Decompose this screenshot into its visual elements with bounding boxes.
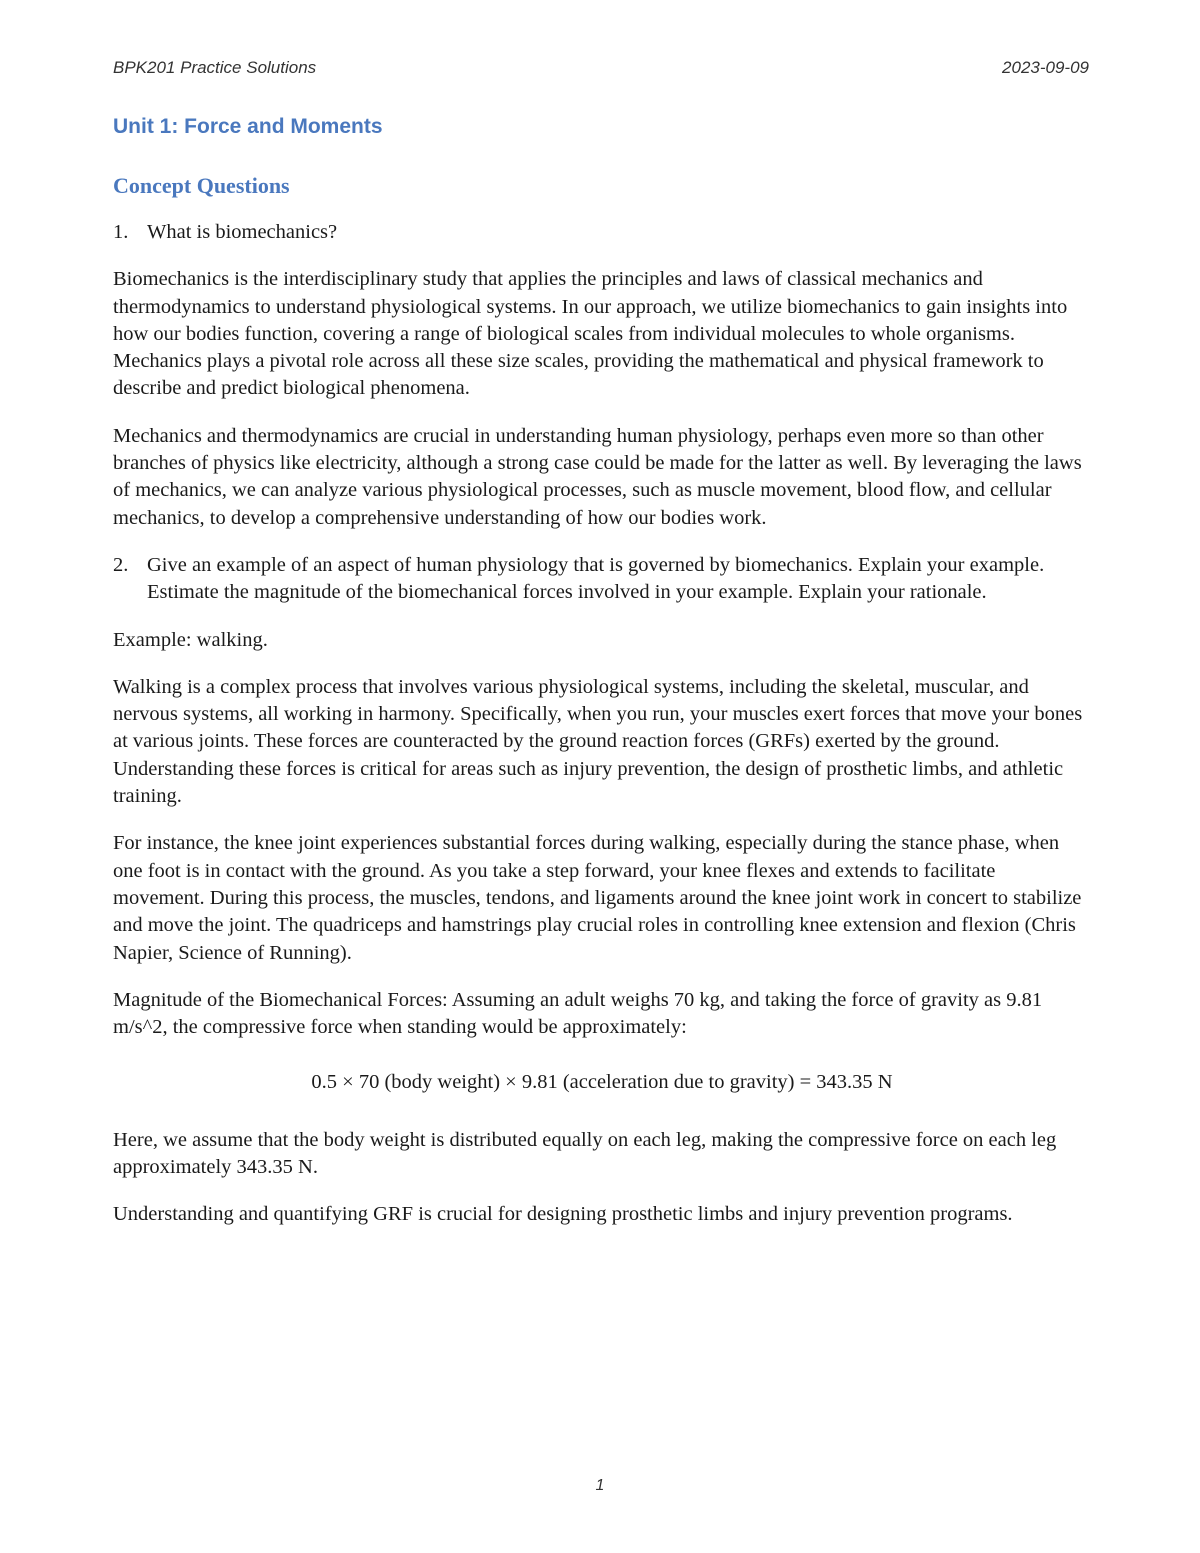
force-equation: 0.5 × 70 (body weight) × 9.81 (acceleration due to gravity) = 343.35 N xyxy=(311,1071,893,1094)
answer-2-paragraph-2: Walking is a complex process that involves various physiological systems, including the skeletal, muscular, and nervous systems, all working in harmony. Specifically, when you run, your muscles exert forces that move your bones at various joints. These forces are counteracted by the ground reaction forces (GRFs) exerted by the ground. Understanding these forces is critical for areas such as injury prevention, the design of prosthetic limbs, and athletic training. xyxy=(113,675,1083,808)
header-date: 2023-09-09 xyxy=(1002,58,1089,77)
unit-heading: Unit 1: Force and Moments xyxy=(113,115,383,138)
question-2-text: Give an example of an aspect of human physiology that is governed by biomechanics. Explain your example. Estimate the magnitude of the biomechanical forces involved in your example. Explain your rationale. xyxy=(147,553,1045,604)
answer-2-paragraph-5: Here, we assume that the body weight is distributed equally on each leg, making the compressive force on each leg approximately 343.35 N. xyxy=(113,1128,1057,1179)
header-course-title: BPK201 Practice Solutions xyxy=(113,58,317,77)
answer-1-paragraph-2: Mechanics and thermodynamics are crucial in understanding human physiology, perhaps even more so than other branches of physics like electricity, although a strong case could be made for the latter as well. By leveraging the laws of mechanics, we can analyze various physiological processes, such as muscle movement, blood flow, and cellular mechanics, to develop a comprehensive understanding of how our bodies work. xyxy=(113,424,1082,529)
answer-1-paragraph-1: Biomechanics is the interdisciplinary study that applies the principles and laws of classical mechanics and thermodynamics to understand physiological systems. In our approach, we utilize biomechanics to gain insights into how our bodies function, covering a range of biological scales from individual molecules to whole organisms. Mechanics plays a pivotal role across all these size scales, providing the mathematical and physical framework to describe and predict biological phenomena. xyxy=(113,268,1068,400)
question-1 xyxy=(113,219,1091,246)
question-1-number: 1. xyxy=(113,221,129,243)
question-2 xyxy=(113,552,1091,607)
question-1-text: What is biomechanics? xyxy=(147,221,338,243)
page-number: 1 xyxy=(595,1477,605,1494)
document-body xyxy=(113,113,1091,1249)
answer-2-paragraph-4: Magnitude of the Biomechanical Forces: Assuming an adult weighs 70 kg, and taking the force of gravity as 9.81 m/s^2, the compressive force when standing would be approximately: xyxy=(113,988,1043,1039)
section-heading: Concept Questions xyxy=(113,173,290,198)
answer-2-paragraph-1: Example: walking. xyxy=(113,628,268,651)
answer-2-paragraph-6: Understanding and quantifying GRF is crucial for designing prosthetic limbs and injury prevention programs. xyxy=(113,1203,1013,1226)
answer-2-paragraph-3: For instance, the knee joint experiences substantial forces during walking, especially during the stance phase, when one foot is in contact with the ground. As you take a step forward, your knee flexes and extends to facilitate movement. During this process, the muscles, tendons, and ligaments around the knee joint work in concert to stabilize and move the joint. The quadriceps and hamstrings play crucial roles in controlling knee extension and flexion (Chris Napier, Science of Running). xyxy=(113,832,1082,964)
question-2-number: 2. xyxy=(113,553,129,576)
